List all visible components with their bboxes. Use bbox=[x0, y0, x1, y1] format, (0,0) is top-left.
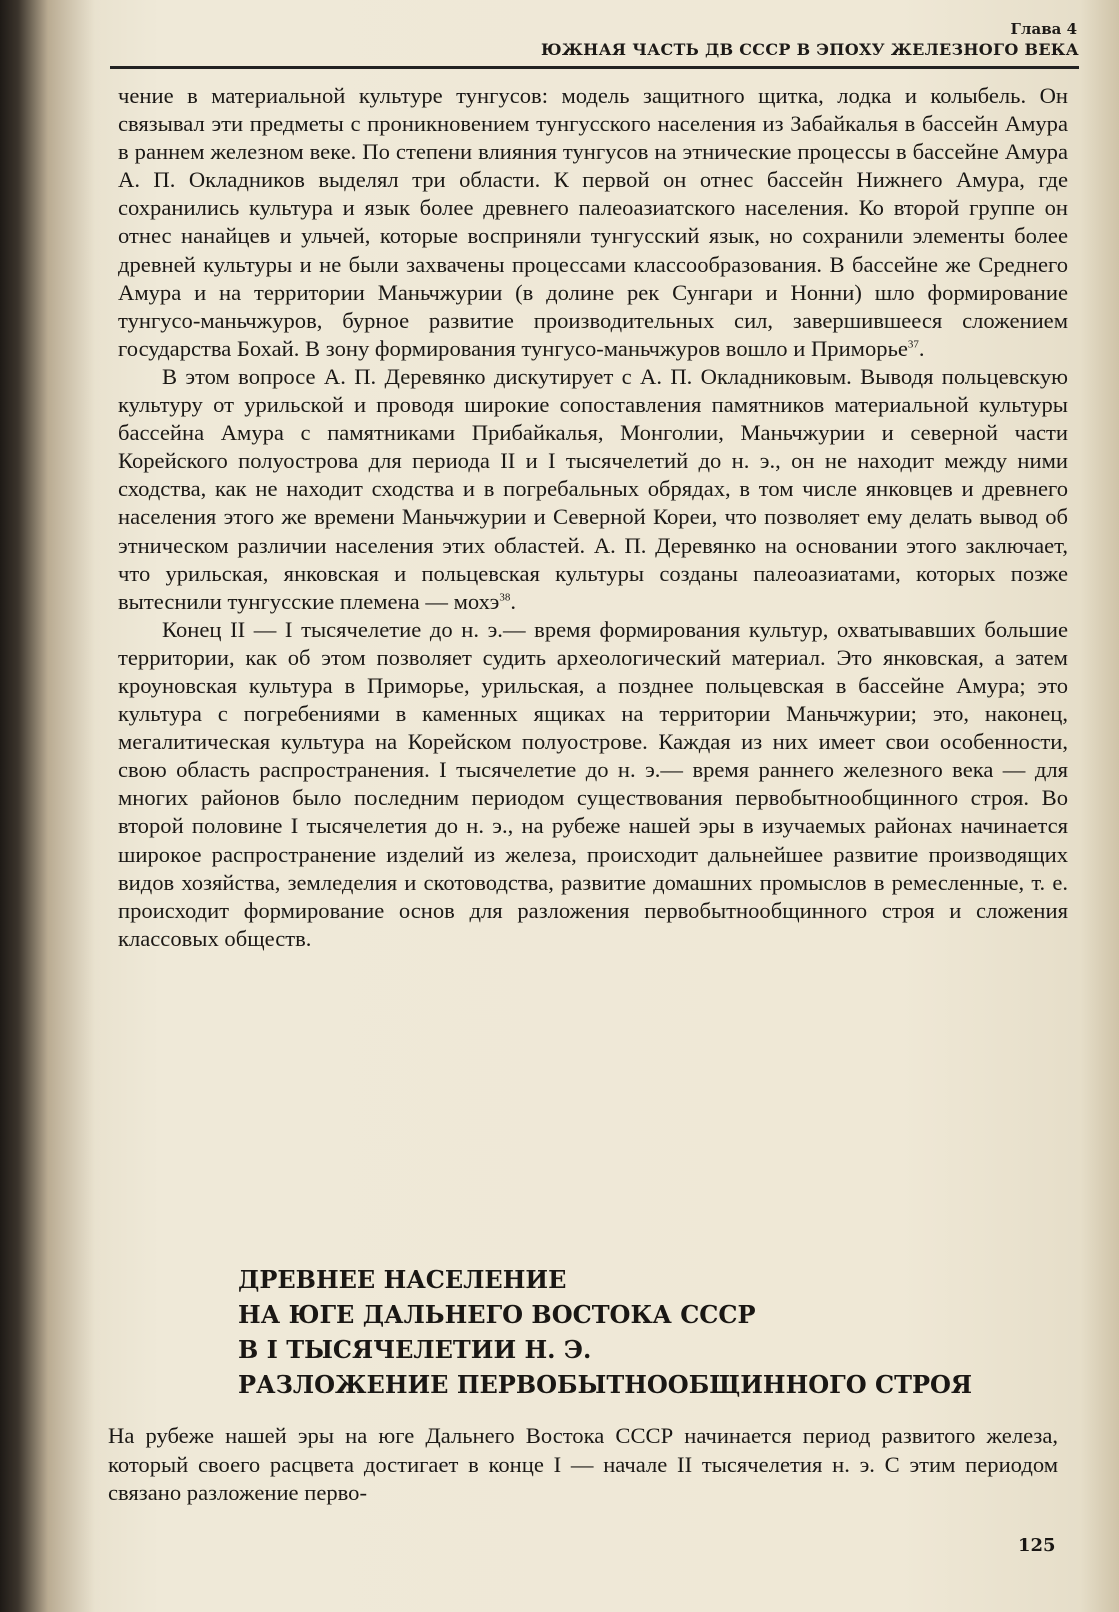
paragraph-end: . bbox=[510, 588, 516, 614]
body-text bbox=[118, 82, 1068, 953]
page-header bbox=[110, 10, 1079, 69]
section-intro-text: На рубеже нашей эры на юге Дальнего Востока СССР начинается период развитого железа, который своего расцвета достигает в конце I — начале II тысячелетия н. э. С этим периодом связано разложение перво- bbox=[108, 1423, 1058, 1505]
paragraph-text: чение в материальной культуре тунгусов: модель защитного щитка, лодка и колыбель. Он связывал эти предметы с проникновением тунгусского населения из Забайкалья в бассейн Амура в раннем железном веке. По степени влияния тунгусов на этнические процессы в бассейне Амура А. П. Окладников выделял три области. К первой он отнес бассейн Нижнего Амура, где сохранились культура и язык более древнего палеоазиатского населения. Ко второй группе он отнес нанайцев и ульчей, которые восприняли тунгусский язык, но сохранили элементы более древней культуры и не были захвачены процессами классообразования. В бассейне же Среднего Амура и на территории Маньчжурии (в долине рек Сунгари и Нонни) шло формирование тунгусо-маньчжуров, бурное развитие производительных сил, завершившееся сложением государства Бохай. В зону формирования тунгусо-маньчжуров вошло и Приморье bbox=[118, 83, 1068, 361]
page-number: 125 bbox=[1018, 1535, 1056, 1556]
section-title-line: ДРЕВНЕЕ НАСЕЛЕНИЕ bbox=[238, 1265, 567, 1294]
section-title bbox=[238, 1262, 1058, 1402]
paragraph-text: В этом вопросе А. П. Деревянко дискутирует с А. П. Окладниковым. Выводя польцевскую культуру от урильской и проводя широкие сопоставления памятников материальной культуры бассейна Амура с памятниками Прибайкалья, Монголии, Маньчжурии и северной части Корейского полуострова для периода II и I тысячелетий до н. э., он не находит между ними сходства, как не находит сходства и в погребальных обрядах, в том числе янковцев и древнего населения этого же времени Маньчжурии и Северной Кореи, что позволяет ему делать вывод об этническом различии населения этих областей. А. П. Деревянко на основании этого заключает, что урильская, янковская и польцевская культуры созданы палеоазиатами, которых позже вытеснили тунгусские племена — мохэ bbox=[118, 363, 1068, 614]
paragraph-text: Конец II — I тысячелетие до н. э.— время формирования культур, охватывавших большие территории, как об этом позволяет судить археологический материал. Это янковская, а затем кроуновская культура в Приморье, урильская, а позднее польцевская в бассейне Амура; это культура с погребениями в каменных ящиках на территории Маньчжурии; это, наконец, мегалитическая культура на Корейском полуострове. Каждая из них имеет свои особенности, свою область распространения. I тысячелетие до н. э.— время раннего железного века — для многих районов было последним периодом существования первобытнообщинного строя. Во второй половине I тысячелетия до н. э., на рубеже нашей эры в изучаемых районах начинается широкое распространение изделий из железа, происходит дальнейшее развитие производящих видов хозяйства, земледелия и скотоводства, развитие домашних промыслов в ремесленные, т. е. происходит формирование основ для разложения первобытнообщинного строя и сложения классовых обществ. bbox=[118, 616, 1068, 951]
section-title-line: В I ТЫСЯЧЕЛЕТИИ Н. Э. bbox=[238, 1335, 592, 1364]
footnote-ref[interactable]: 38 bbox=[499, 591, 511, 604]
running-head: ЮЖНАЯ ЧАСТЬ ДВ СССР В ЭПОХУ ЖЕЛЕЗНОГО ВЕКА bbox=[540, 40, 1079, 59]
footnote-ref[interactable]: 37 bbox=[907, 338, 919, 351]
section-title-line: РАЗЛОЖЕНИЕ ПЕРВОБЫТНООБЩИННОГО СТРОЯ bbox=[238, 1370, 973, 1399]
paragraph-end: . bbox=[918, 335, 925, 361]
paragraph-3 bbox=[118, 616, 1068, 953]
chapter-label: Глава 4 bbox=[1010, 20, 1077, 38]
paragraph-1 bbox=[118, 82, 1068, 363]
paragraph-2 bbox=[118, 363, 1068, 616]
section-title-line: НА ЮГЕ ДАЛЬНЕГО ВОСТОКА СССР bbox=[238, 1300, 756, 1329]
